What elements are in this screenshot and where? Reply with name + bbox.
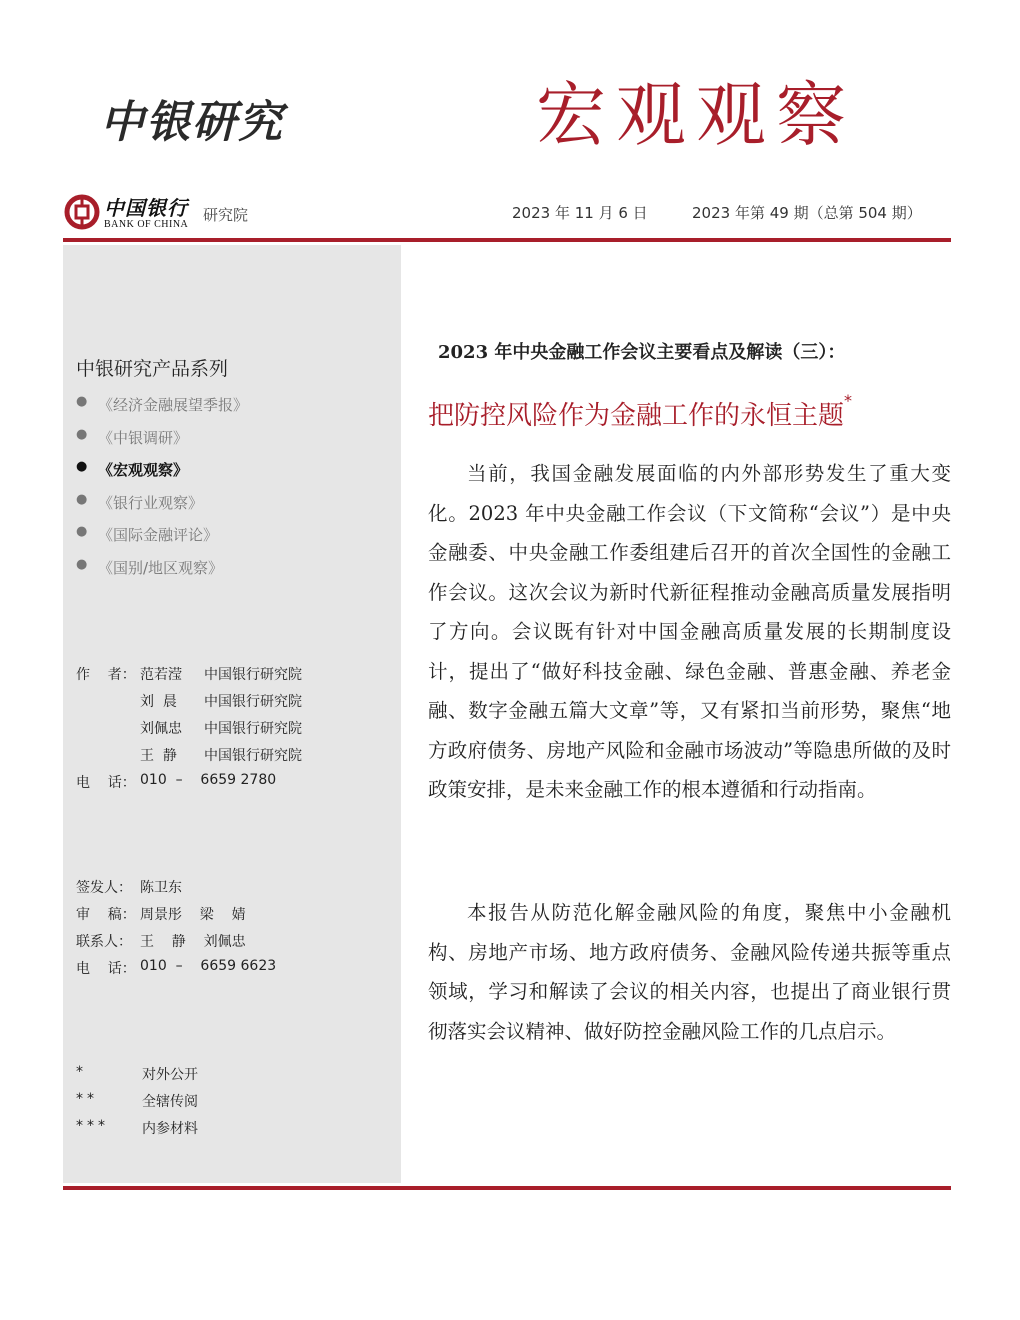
- reviewer-row: 审 稿： 周景彤 梁 婧: [76, 907, 246, 923]
- body-paragraph: 当前，我国金融发展面临的内外部形势发生了重大变化。2023 年中央金融工作会议（下文简称“会议”）是中央金融委、中央金融工作委组建后召开的首次全国性的金融工作会议。这次会议为新时代新征程推动金融高质量发展指明了方向。会议既有针对中国金融高质量发展的长期制度设计，提出了“做好科技金融、绿色金融、普惠金融、养老金融、数字金融五篇大文章”等，又有紧扣当前形势，聚焦“地方政府债务、房地产风险和金融市场波动”等隐患所做的及时政策安排，是未来金融工作的根本遵循和行动指南。: [428, 462, 951, 801]
- classification-row: ** 全辖传阅: [76, 1091, 198, 1110]
- series-heading: 中银研究产品系列: [76, 358, 229, 380]
- signer-row: 签发人： 陈卫东: [76, 880, 182, 896]
- author-row: 刘 晨 中国银行研究院: [140, 694, 302, 710]
- series-item[interactable]: ● 《国际金融评论》: [76, 524, 219, 544]
- bank-name-en: BANK OF CHINA: [104, 219, 189, 230]
- author-row: 作 者： 范若滢 中国银行研究院: [76, 667, 302, 683]
- bank-name-cn: 中国银行: [104, 196, 188, 220]
- issue-date: 2023 年 11 月 6 日: [512, 204, 648, 222]
- author-phone: 010 – 6659 2780: [140, 772, 277, 788]
- series-item[interactable]: ● 《国别/地区观察》: [76, 556, 224, 577]
- series-item[interactable]: ● 《中银调研》: [76, 426, 189, 447]
- approvals-block: [76, 877, 276, 985]
- article-kicker: 2023 年中央金融工作会议主要看点及解读（三）：: [438, 342, 846, 363]
- brand-calligraphy-logo: 中银研究: [100, 97, 284, 148]
- classification-legend: [76, 1064, 198, 1145]
- bullet-icon: ●: [76, 556, 88, 572]
- body-paragraph: 本报告从防范化解金融风险的角度，聚焦中小金融机构、房地产市场、地方政府债务、金融风险传递共振等重点领域，学习和解读了会议的相关内容，也提出了商业银行贯彻落实会议精神、做好防控金融风险工作的几点启示。: [428, 901, 951, 1043]
- contact-phone-row: 电 话： 010 – 6659 6623: [76, 958, 277, 977]
- author-row: 刘佩忠 中国银行研究院: [140, 721, 302, 737]
- classification-row: * 对外公开: [76, 1064, 198, 1083]
- series-item[interactable]: ● 《银行业观察》: [76, 491, 204, 512]
- article-headline: 把防控风险作为金融工作的永恒主题*: [428, 391, 853, 431]
- bullet-icon: ●: [76, 394, 88, 409]
- issue-number: 2023 年第 49 期（总第 504 期）: [692, 204, 922, 222]
- series-item-active[interactable]: ● 《宏观观察》: [76, 459, 189, 479]
- bullet-icon: ●: [76, 491, 88, 507]
- footer-divider: [63, 1186, 951, 1190]
- author-phone-row: 电 话： 010 – 6659 2780: [76, 772, 302, 799]
- report-series-title: 宏观观察: [536, 74, 856, 156]
- bullet-icon: ●: [76, 524, 88, 539]
- bank-of-china-logo-icon: [64, 194, 100, 230]
- institute-label: 研究院: [203, 206, 249, 224]
- series-list: [76, 394, 248, 589]
- classification-row: *** 内参材料: [76, 1118, 198, 1137]
- bullet-icon: ●: [76, 459, 88, 474]
- header-divider: [63, 238, 951, 242]
- authors-block: [76, 664, 302, 799]
- bullet-icon: ●: [76, 426, 88, 442]
- contact-row: 联系人： 王 静 刘佩忠: [76, 934, 246, 950]
- series-item[interactable]: ● 《经济金融展望季报》: [76, 394, 249, 414]
- headline-footnote-mark: *: [844, 391, 853, 410]
- author-row: 王 静 中国银行研究院: [140, 748, 302, 764]
